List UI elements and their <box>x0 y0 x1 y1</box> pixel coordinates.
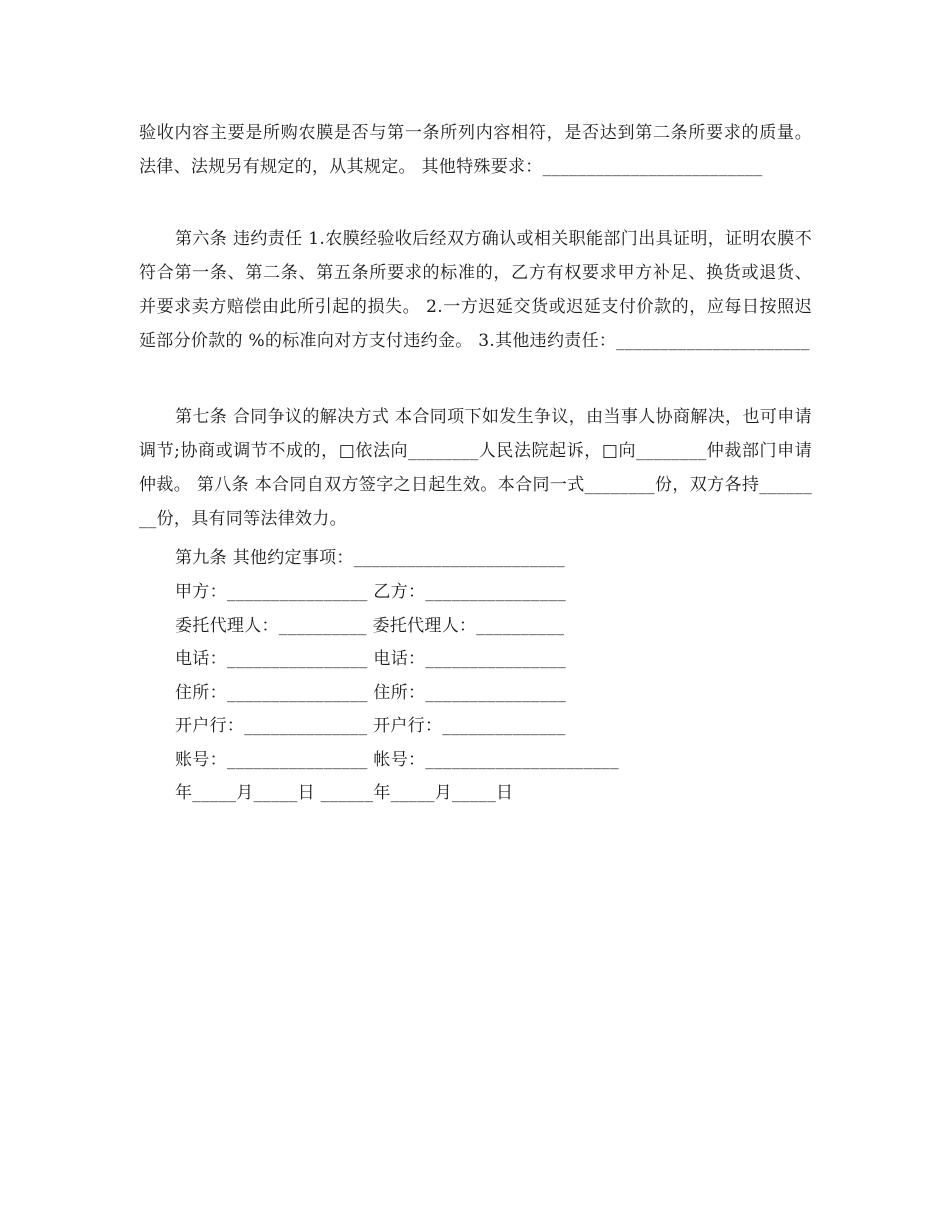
article-six-breach-paragraph: 第六条 违约责任 1.农膜经验收后经双方确认或相关职能部门出具证明，证明农膜不符合第一条、第二条、第五条所要求的标准的，乙方有权要求甲方补足、换货或退货、并要求卖方赔偿由此所引起的损失。 2.一方迟延交货或迟延支付价款的，应每日按照迟延部分价款的 %的标准向对方支付违约金。 3.其他违约责任：______________________ <box>139 229 812 351</box>
party-names-line: 甲方：________________ 乙方：________________ <box>175 582 567 602</box>
agent-line: 委托代理人：__________ 委托代理人：__________ <box>175 616 565 636</box>
acceptance-clause-paragraph: 验收内容主要是所购农膜是否与第一条所列内容相符，是否达到第二条所要求的质量。法律、法规另有规定的，从其规定。 其他特殊要求：_________________________ <box>139 123 812 177</box>
phone-line: 电话：________________ 电话：________________ <box>175 649 567 669</box>
date-line: 年_____月_____日 ______年_____月_____日 <box>175 783 514 803</box>
account-line: 账号：________________ 帐号：______________________ <box>175 750 619 770</box>
article-nine-line: 第九条 其他约定事项：________________________ <box>175 548 565 568</box>
address-line: 住所：________________ 住所：________________ <box>175 683 567 703</box>
bank-line: 开户行：______________ 开户行：______________ <box>175 716 566 736</box>
article-seven-eight-paragraph: 第七条 合同争议的解决方式 本合同项下如发生争议，由当事人协商解决，也可申请调节;协商或调节不成的，□依法向________人民法院起诉，□向________仲裁部门申请仲裁。 第八条 本合同自双方签字之日起生效。本合同一式________份，双方各持________份，具有同等法律效力。 <box>139 407 812 529</box>
